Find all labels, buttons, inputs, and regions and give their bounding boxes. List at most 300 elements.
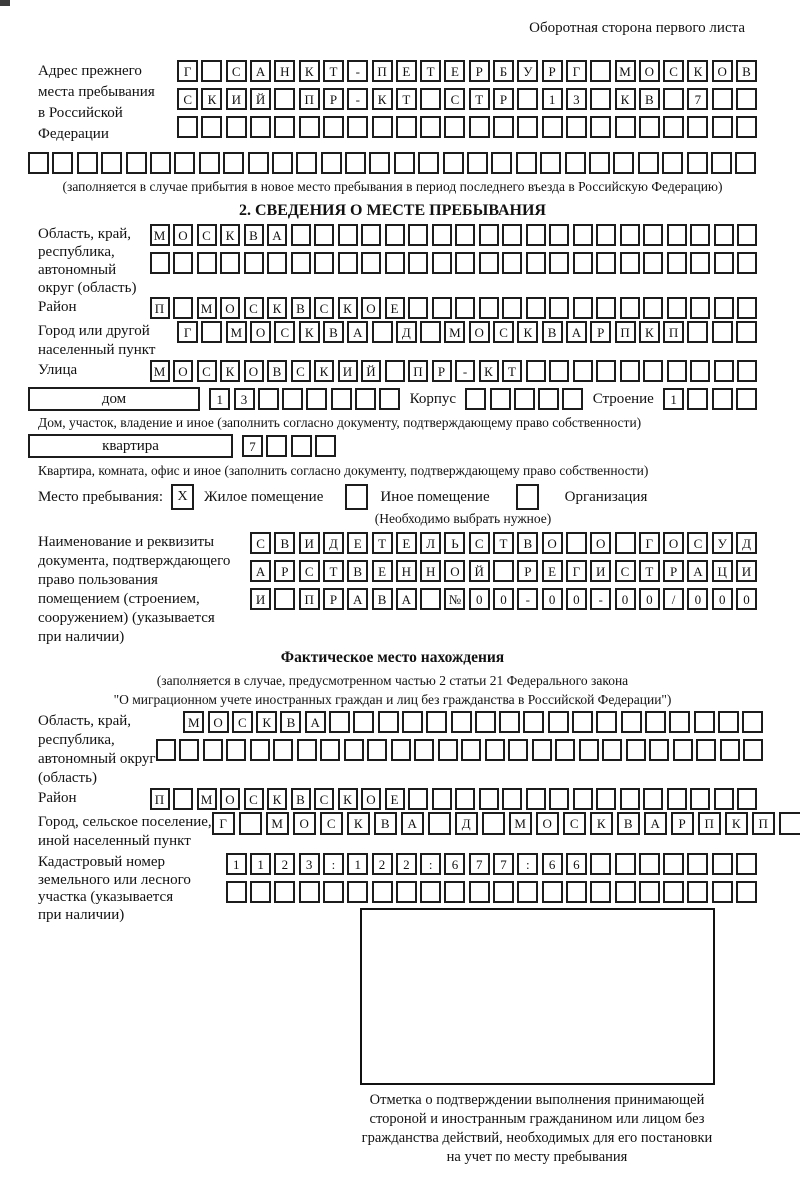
char-box [282,388,303,410]
char-box: М [150,360,170,382]
title-document-label-line: сооружением) (указывается [38,610,215,626]
char-box [239,812,262,835]
char-box: 2 [274,853,295,875]
title-document-label-line: Наименование и реквизиты [38,534,215,550]
char-box: С [299,560,320,582]
char-box [201,321,222,343]
char-box [712,388,733,410]
char-box [626,739,646,761]
char-box [690,224,710,246]
char-box: К [299,321,320,343]
char-box: 1 [226,853,247,875]
city-row [177,321,757,343]
char-box: Е [396,60,417,82]
char-box [549,788,569,810]
char-box: 1 [209,388,230,410]
char-box: 0 [493,588,514,610]
char-box [573,224,593,246]
city-label-line: населенный пункт [38,342,156,358]
char-box: 7 [242,435,263,457]
region-field [28,224,757,297]
char-box [638,152,659,174]
title-document-label-line: при наличии) [38,629,125,645]
stay-type-organization-label: Организация [564,488,648,505]
char-box [714,788,734,810]
confirmation-stamp-caption-line: на учет по месту пребывания [446,1149,628,1165]
char-box: О [361,788,381,810]
char-box [579,739,599,761]
char-box: К [267,788,287,810]
char-box [291,252,311,274]
char-box [291,224,311,246]
char-box: К [517,321,538,343]
char-box [667,297,687,319]
char-box: С [250,532,271,554]
char-box: В [274,532,295,554]
char-box [315,435,336,457]
actual-location-caption-line: (заполняется в случае, предусмотренном частью 2 статьи 21 Федерального закона [156,673,629,688]
apartment-type-box: квартира [28,434,233,458]
char-box: М [150,224,170,246]
char-box: Г [639,532,660,554]
char-box [331,388,352,410]
char-box [394,152,415,174]
char-box [378,711,399,733]
char-box: 3 [299,853,320,875]
char-box [355,388,376,410]
char-box [372,881,393,903]
actual-location-caption-line: "О миграционном учете иностранных граждан и лиц без гражданства в Российской Федерации") [113,692,672,707]
char-box: Е [385,297,405,319]
char-box [156,739,176,761]
prev-address-field [28,60,757,145]
char-box: М [266,812,289,835]
char-box [735,152,756,174]
char-box: К [479,360,499,382]
apartment-row [28,434,757,458]
char-box [455,788,475,810]
char-box: Г [177,321,198,343]
char-box [690,297,710,319]
char-box [274,116,295,138]
actual-district-row [150,788,758,810]
street-field [28,360,757,382]
district-label: Район [38,299,77,315]
char-box [517,881,538,903]
char-box: Е [444,60,465,82]
char-box: Р [323,88,344,110]
char-box [347,116,368,138]
char-box: Е [372,560,393,582]
char-box: Т [323,560,344,582]
char-box: К [256,711,277,733]
char-box [687,881,708,903]
char-box [179,739,199,761]
char-box: С [197,224,217,246]
char-box: Н [396,560,417,582]
char-box [372,321,393,343]
stay-type-row [28,484,757,510]
char-box: А [687,560,708,582]
char-box [479,297,499,319]
confirmation-stamp-caption-line: стороной и иностранным гражданином или лицом без [369,1111,705,1127]
char-box: С [469,532,490,554]
char-box [687,853,708,875]
char-box: А [347,588,368,610]
char-box [639,116,660,138]
char-box [420,88,441,110]
char-box: Д [736,532,757,554]
char-box [266,435,287,457]
char-box: П [150,297,170,319]
char-box [526,224,546,246]
char-box: Й [469,560,490,582]
house-type-box: дом [28,387,200,411]
char-box [197,252,217,274]
char-box [443,152,464,174]
char-box: 1 [250,853,271,875]
char-box [150,252,170,274]
char-box [620,297,640,319]
char-box: И [226,88,247,110]
char-box [485,739,505,761]
char-box: Т [469,88,490,110]
char-box: 7 [469,853,490,875]
char-box [526,252,546,274]
char-box: К [687,60,708,82]
char-box [347,881,368,903]
char-box: К [372,88,393,110]
char-box: У [517,60,538,82]
char-box: И [338,360,358,382]
char-box [226,881,247,903]
char-box [220,252,240,274]
char-box [566,116,587,138]
char-box [418,152,439,174]
char-box [596,252,616,274]
char-box [432,788,452,810]
char-box: Т [639,560,660,582]
char-box [299,116,320,138]
char-box: 1 [663,388,684,410]
char-box: С [197,360,217,382]
char-box: А [347,321,368,343]
char-box: В [244,224,264,246]
char-box: В [347,560,368,582]
char-box [549,297,569,319]
char-box: В [291,297,311,319]
char-box [329,711,350,733]
house-row [28,387,757,411]
char-box: С [226,60,247,82]
char-box: А [396,588,417,610]
stay-type-label: Место пребывания: [38,488,163,505]
char-box [690,252,710,274]
cadastral-label-line: участка (указывается [38,889,174,905]
char-box: А [250,60,271,82]
char-box: А [401,812,424,835]
char-box: Л [420,532,441,554]
char-box: Р [671,812,694,835]
actual-location-title: Фактическое место нахождения [280,649,505,666]
char-box: Д [323,532,344,554]
prev-address-label [28,60,155,145]
char-box [223,152,244,174]
char-box [663,853,684,875]
region-label-line: автономный [38,262,117,278]
char-box: П [372,60,393,82]
char-box [555,739,575,761]
confirmation-stamp-caption [337,1091,737,1167]
char-box [226,116,247,138]
char-box [408,788,428,810]
char-box: № [444,588,465,610]
char-box [482,812,505,835]
char-box: / [663,588,684,610]
char-box [28,152,49,174]
char-box [173,297,193,319]
char-box: 0 [469,588,490,610]
char-box [737,224,757,246]
char-box: - [590,588,611,610]
char-box: Р [663,560,684,582]
char-box [323,881,344,903]
char-box [590,60,611,82]
char-box: Т [372,532,393,554]
char-box: П [698,812,721,835]
building-label: Корпус [409,390,457,407]
char-box [493,881,514,903]
actual-region-label-line: (область) [38,770,97,786]
city-label-line: Город или другой [38,323,150,339]
char-box [639,881,660,903]
char-box [736,881,757,903]
char-box: 6 [566,853,587,875]
char-box: С [291,360,311,382]
char-box [687,152,708,174]
char-box: А [250,560,271,582]
char-box: Е [396,532,417,554]
char-box [742,711,763,733]
char-box [718,711,739,733]
prev-address-row-1 [177,60,757,82]
char-box [694,711,715,733]
char-box: О [469,321,490,343]
char-box [408,297,428,319]
actual-city-label-line: иной населенный пункт [38,833,191,849]
char-box [589,152,610,174]
char-box: К [267,297,287,319]
char-box [517,88,538,110]
char-box [201,60,222,82]
char-box [508,739,528,761]
char-box [199,152,220,174]
char-box [643,224,663,246]
char-box [465,388,486,410]
char-box [493,560,514,582]
char-box: Е [347,532,368,554]
char-box: К [201,88,222,110]
confirmation-stamp-caption-line: гражданства действий, необходимых для его постановки [361,1130,713,1146]
char-box [420,881,441,903]
cadastral-row-2 [226,881,757,903]
char-box [479,252,499,274]
actual-region-label [28,711,156,788]
char-box [369,152,390,174]
char-box: С [177,88,198,110]
cadastral-label-line: Кадастровый номер [38,854,165,870]
char-box [649,739,669,761]
prev-address-row-3 [177,116,757,138]
region-row-2 [150,252,758,274]
char-box [361,224,381,246]
char-box [542,116,563,138]
char-box [502,252,522,274]
stay-type-residential-checkbox: X [171,484,194,510]
char-box [615,116,636,138]
prev-address-row-2 [177,88,757,110]
char-box: С [232,711,253,733]
char-box [566,532,587,554]
char-box [562,388,583,410]
char-box [177,116,198,138]
region-label-line: округ (область) [38,280,137,296]
char-box [455,224,475,246]
char-box: О [536,812,559,835]
char-box [712,853,733,875]
cadastral-label-line: при наличии) [38,906,125,923]
char-box: О [208,711,229,733]
char-box [385,224,405,246]
char-box [517,116,538,138]
actual-district-field [28,788,757,810]
char-box [720,739,740,761]
char-box: М [197,788,217,810]
char-box: Ь [444,532,465,554]
char-box: Д [455,812,478,835]
char-box [596,224,616,246]
char-box: : [323,853,344,875]
char-box: А [566,321,587,343]
char-box: П [663,321,684,343]
char-box [714,360,734,382]
char-box [615,532,636,554]
char-box: П [752,812,775,835]
char-box [620,360,640,382]
section2-title: 2. СВЕДЕНИЯ О МЕСТЕ ПРЕБЫВАНИЯ [239,202,546,219]
char-box: К [347,812,370,835]
char-box [499,711,520,733]
prev-address-label-line: Адрес прежнего [38,63,142,79]
char-box [639,853,660,875]
char-box [743,739,763,761]
char-box: Н [274,60,295,82]
char-box: : [517,853,538,875]
char-box: С [314,788,334,810]
char-box [267,252,287,274]
actual-city-label [28,812,212,851]
char-box [711,152,732,174]
char-box [244,252,264,274]
char-box [250,739,270,761]
char-box [737,360,757,382]
char-box [526,360,546,382]
prev-address-caption: (заполняется в случае прибытия в новое место пребывания в период последнего въезда в Российскую Федерацию) [62,179,723,194]
char-box [408,224,428,246]
char-box [455,297,475,319]
char-box: К [615,88,636,110]
char-box [502,224,522,246]
char-box: С [314,297,334,319]
char-box [669,711,690,733]
char-box: О [220,788,240,810]
char-box [516,152,537,174]
actual-city-row [212,812,800,835]
char-box [226,739,246,761]
stay-type-caption: (Необходимо выбрать нужное) [374,511,552,526]
char-box [502,297,522,319]
char-box [596,711,617,733]
char-box: Г [177,60,198,82]
char-box [479,788,499,810]
actual-city-label-line: Город, сельское поселение, [38,814,212,830]
char-box [432,224,452,246]
char-box [526,788,546,810]
char-box: К [639,321,660,343]
title-document-label-line: документа, подтверждающего [38,553,231,569]
char-box [590,116,611,138]
char-box: 7 [493,853,514,875]
stay-type-residential-label: Жилое помещение [204,488,324,505]
char-box [540,152,561,174]
char-box: С [444,88,465,110]
char-box: О [293,812,316,835]
char-box [455,252,475,274]
char-box [663,88,684,110]
char-box: 3 [234,388,255,410]
char-box [248,152,269,174]
char-box: А [267,224,287,246]
char-box [573,297,593,319]
char-box: Р [590,321,611,343]
char-box: В [517,532,538,554]
char-box [203,739,223,761]
title-document-row-3 [250,588,757,610]
street-row [150,360,758,382]
structure-cells [663,388,757,410]
char-box: Т [323,60,344,82]
char-box [201,116,222,138]
char-box: С [244,297,264,319]
char-box [502,788,522,810]
char-box [402,711,423,733]
char-box: К [725,812,748,835]
char-box: Д [396,321,417,343]
char-box: П [299,588,320,610]
char-box [549,224,569,246]
char-box [297,739,317,761]
char-box [602,739,622,761]
char-box [296,152,317,174]
char-box [273,739,293,761]
actual-region-label-line: республика, [38,732,115,748]
char-box [712,881,733,903]
char-box [590,88,611,110]
char-box: Т [396,88,417,110]
char-box [643,297,663,319]
confirmation-stamp-caption-line: Отметка о подтверждении выполнения принимающей [369,1092,705,1108]
char-box [396,881,417,903]
